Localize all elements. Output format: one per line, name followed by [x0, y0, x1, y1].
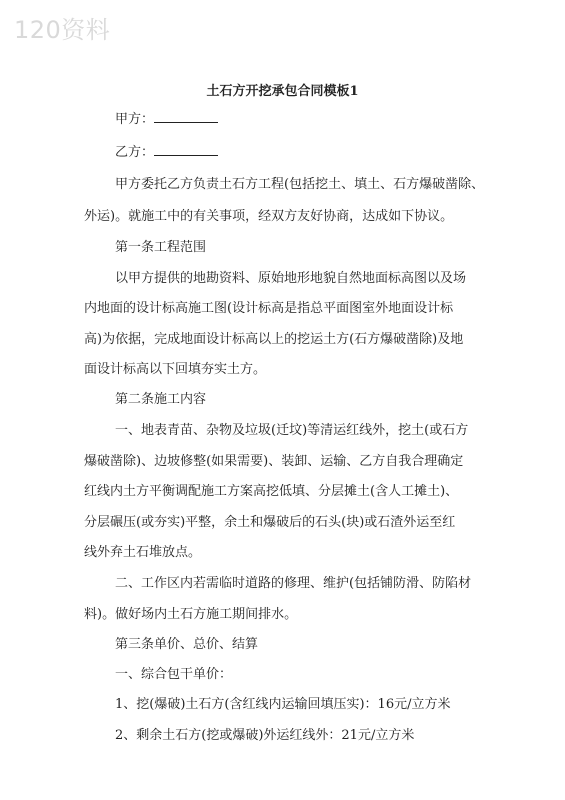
price-item-2: 2、剩余土石方(挖或爆破)外运红线外：21元/立方米: [115, 728, 415, 743]
paragraph-line: 甲方委托乙方负责土石方工程(包括挖土、填土、石方爆破凿除、: [115, 177, 485, 192]
section-heading-1: 第一条工程范围: [115, 240, 207, 255]
paragraph-line: 面设计标高以下回填夯实土方。: [84, 362, 267, 377]
party-a-line: [115, 106, 525, 134]
party-a-label: 甲方：: [115, 112, 155, 127]
section-heading-3: 第三条单价、总价、结算: [115, 637, 259, 652]
paragraph-line: 料)。做好场内土石方施工期间排水。: [84, 607, 298, 622]
paragraph-line: 一、地表青苗、杂物及垃圾(迁坟)等清运红线外，挖土(或石方: [115, 423, 469, 438]
paragraph-line: 高)为依据，完成地面设计标高以上的挖运土方(石方爆破凿除)及地: [84, 332, 464, 347]
party-a-blank: [154, 108, 218, 123]
party-b-line: [115, 139, 525, 167]
paragraph-line: 红线内土方平衡调配施工方案高挖低填、分层摊土(含人工摊土)、: [84, 484, 459, 499]
watermark: 120资料: [14, 16, 111, 44]
price-item-1: 1、挖(爆破)土石方(含红线内运输回填压实)：16元/立方米: [115, 697, 451, 712]
paragraph-line: 外运)。就施工中的有关事项，经双方友好协商，达成如下协议。: [84, 209, 454, 224]
section-heading-2: 第二条施工内容: [115, 392, 207, 407]
paragraph-line: 二、工作区内若需临时道路的修理、维护(包括铺防滑、防陷材: [115, 576, 472, 591]
party-b-label: 乙方：: [115, 145, 155, 160]
document-title: 土石方开挖承包合同模板1: [206, 84, 359, 99]
paragraph-line: 爆破凿除)、边坡修整(如果需要)、装卸、运输、乙方自我合理确定: [84, 454, 464, 469]
party-b-blank: [154, 141, 218, 156]
paragraph-line: 线外弃土石堆放点。: [84, 545, 202, 560]
paragraph-line: 内地面的设计标高施工图(设计标高是指总平面图室外地面设计标: [84, 301, 454, 316]
paragraph-line: 分层碾压(或夯实)平整，余土和爆破后的石头(块)或石渣外运至红: [84, 515, 456, 530]
paragraph-line: 以甲方提供的地勘资料、原始地形地貌自然地面标高图以及场: [115, 271, 467, 286]
paragraph-line: 一、综合包干单价：: [115, 667, 233, 682]
